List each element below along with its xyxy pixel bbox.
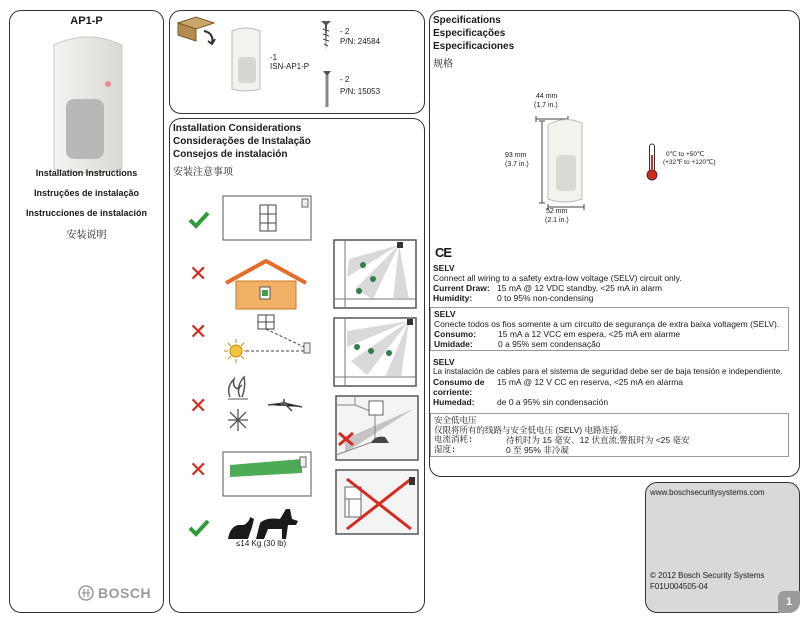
considerations-title-pt: Considerações de Instalação xyxy=(173,136,311,147)
selv-text-es: La instalación de cables para el sistema de seguridad debe ser de baja tensión e independiente. xyxy=(433,367,783,376)
selv-heading-es: SELV xyxy=(433,357,455,367)
current-draw-label-es-1: Consumo de xyxy=(433,377,485,387)
spec-block-en xyxy=(433,263,789,303)
dim-depth: 52 mm xyxy=(546,208,568,215)
temp-fahrenheit: (+32℉ to +120℃) xyxy=(663,159,716,166)
spec-block-es xyxy=(433,357,795,407)
current-draw-value-en: 15 mA @ 12 VDC standby, <25 mA in alarm xyxy=(497,283,663,293)
x-icon: ✕ xyxy=(189,393,208,418)
house-illustration xyxy=(224,259,308,311)
x-icon: ✕ xyxy=(189,319,208,344)
x-icon: ✕ xyxy=(189,457,208,482)
considerations-title-es: Consejos de instalación xyxy=(173,149,288,160)
detector-image xyxy=(48,31,128,176)
current-draw-label-pt: Consumo: xyxy=(434,329,477,339)
document-id: F01U004505-04 xyxy=(650,582,708,591)
specs-title-zh: 规格 xyxy=(433,59,453,70)
check-icon xyxy=(188,519,210,537)
obstruction-illustration xyxy=(222,451,312,497)
x-icon: ✕ xyxy=(189,261,208,286)
pets-illustration xyxy=(224,503,300,541)
thermometer-icon xyxy=(646,143,658,181)
sunlight-illustration xyxy=(224,313,314,365)
dim-depth-in: (2.1 in.) xyxy=(545,217,569,224)
humidity-value-pt: 0 a 95% sem condensação xyxy=(498,339,601,349)
bosch-logo xyxy=(78,585,151,601)
bosch-wordmark: BOSCH xyxy=(98,585,152,601)
selv-text-pt: Conecte todos os fios somente a um circuito de segurança de extra baixa voltagem (SELV). xyxy=(434,319,780,329)
specs-title-pt: Especificações xyxy=(433,28,506,39)
humidity-value-en: 0 to 95% non-condensing xyxy=(497,293,594,303)
copyright: © 2012 Bosch Security Systems xyxy=(650,571,765,580)
temp-celsius: 0℃ to +50℃ xyxy=(666,151,705,158)
anchor-qty: - 2 xyxy=(340,75,350,84)
selv-text-en: Connect all wiring to a safety extra-low voltage (SELV) circuit only. xyxy=(433,273,682,283)
considerations-panel xyxy=(169,118,425,613)
selv-text-zh: 仅限将所有的线路与安全低电压 (SELV) 电路连接。 xyxy=(434,425,627,435)
humidity-value-zh: 0 至 95% 非冷凝 xyxy=(506,445,569,455)
title-zh: 安装说明 xyxy=(66,230,107,241)
detector-part-image xyxy=(228,25,264,95)
humidity-label-pt: Umidade: xyxy=(434,339,473,349)
anchor-pn: P/N: 15053 xyxy=(340,87,381,96)
ce-mark: CE xyxy=(435,245,452,260)
current-draw-label-es-2: corriente: xyxy=(433,387,473,397)
title-en: Installation Instructions xyxy=(35,168,138,178)
detector-part-name: ISN-AP1-P xyxy=(270,62,310,71)
dimension-drawing xyxy=(534,111,596,211)
footer-panel xyxy=(645,482,800,613)
interior-wall-illustration xyxy=(222,195,312,241)
title-es: Instrucciones de instalación xyxy=(25,208,148,218)
pet-room-diagram xyxy=(335,395,419,461)
screw-pn: P/N: 24584 xyxy=(340,37,381,46)
current-draw-value-zh: 待机时为 15 毫安、12 伏直流;警报时为 <25 毫安 xyxy=(506,435,690,445)
website-url[interactable]: www.boschsecuritysystems.com xyxy=(650,488,765,497)
dim-height: 93 mm xyxy=(505,152,527,159)
open-box-icon xyxy=(174,13,218,45)
coverage-diagram-top xyxy=(333,239,417,309)
spec-block-zh xyxy=(430,413,789,457)
left-panel xyxy=(9,10,164,613)
stairs-diagram xyxy=(335,469,419,535)
considerations-title-zh: 安装注意事项 xyxy=(173,167,233,178)
humidity-label-zh: 湿度: xyxy=(434,445,457,455)
dim-height-in: (3.7 in.) xyxy=(505,161,529,168)
parts-panel xyxy=(169,10,425,114)
current-draw-value-es: 15 mA @ 12 V CC en reserva, <25 mA en alarma xyxy=(497,377,684,387)
humidity-label-en: Humidity: xyxy=(433,293,473,303)
heat-cold-fan-illustration xyxy=(222,375,312,435)
screw-icon xyxy=(320,19,332,53)
detector-qty: -1 xyxy=(270,53,278,62)
model-title: AP1-P xyxy=(70,15,103,27)
selv-heading-zh: 安全低电压 xyxy=(434,415,477,425)
dim-width-top-in: (1.7 in.) xyxy=(534,102,558,109)
current-draw-label-en: Current Draw: xyxy=(433,283,490,293)
title-pt: Instruções de instalação xyxy=(33,188,140,198)
humidity-value-es: de 0 a 95% sin condensación xyxy=(497,397,609,407)
check-icon xyxy=(188,211,210,229)
current-draw-label-zh: 电流消耗: xyxy=(434,435,474,445)
screw-qty: - 2 xyxy=(340,27,350,36)
considerations-title-en: Installation Considerations xyxy=(173,123,302,134)
current-draw-value-pt: 15 mA a 12 VCC em espera, <25 mA em alarme xyxy=(498,329,681,339)
humidity-label-es: Humedad: xyxy=(433,397,475,407)
specs-title-en: Specifications xyxy=(433,15,501,26)
specs-title-es: Especificaciones xyxy=(433,41,515,52)
page-number: 1 xyxy=(778,591,800,613)
selv-heading-pt: SELV xyxy=(434,309,456,319)
anchor-icon xyxy=(322,69,332,109)
dim-width-top: 44 mm xyxy=(536,93,558,100)
bosch-armature-icon xyxy=(78,585,94,601)
spec-block-pt xyxy=(430,307,789,351)
selv-heading-en: SELV xyxy=(433,263,455,273)
pet-weight-label: ≤14 Kg (30 lb) xyxy=(236,539,287,548)
coverage-diagram-mid xyxy=(333,317,417,387)
